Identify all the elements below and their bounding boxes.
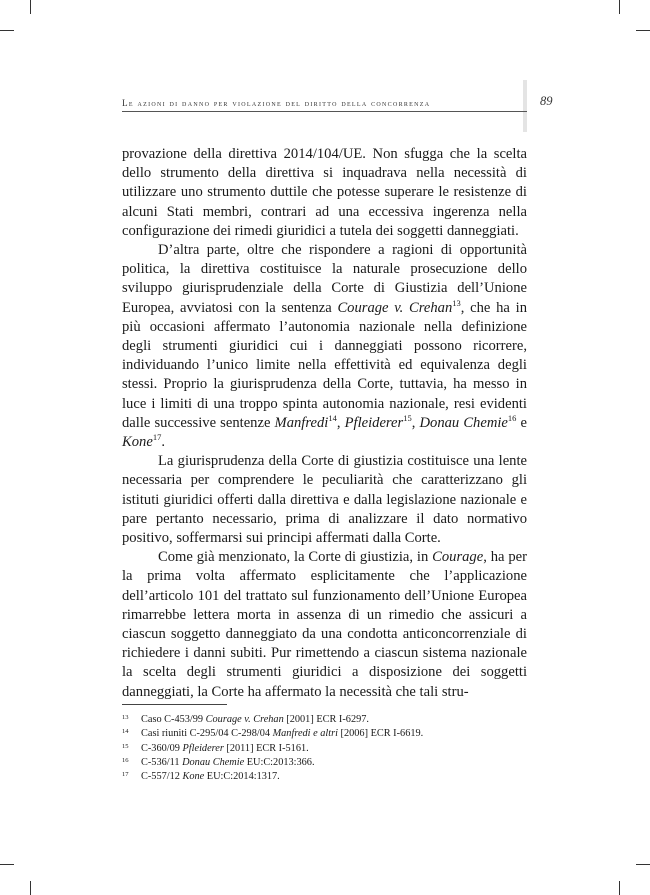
footnote (122, 727, 527, 741)
footnote (122, 713, 527, 727)
italic-text: Courage (432, 549, 484, 566)
footnote-text (141, 742, 309, 756)
italic-text: Pfleiderer (182, 742, 224, 754)
footnote-number: 14 (122, 728, 129, 736)
crop-mark (30, 0, 31, 14)
text-run: [2011] ECR I-5161. (223, 742, 309, 754)
header-rule (122, 111, 527, 112)
text-run: , ha per la prima volta affermato esplicitamente che l’applicazione dell’articolo 101 del trattato sul funzionamento dell’Unione Europea rimarrebbe lettera morta in assenza di un rimedio che assicuri a ciascun soggetto danneggiato da una condotta anticoncorrenziale di richiedere i danni subiti. Pur rimettendo a ciascun sistema nazionale la scelta degli strumenti giuridici a disposizione dei soggetti danneggiati, la Corte ha affermato la necessità che tali stru- (122, 549, 527, 700)
text-run: D’altra parte, oltre che rispondere a ragioni di opportunità politica, la direttiva costituisce la naturale prosecuzione dello sviluppo giurisprudenziale della Corte di Giustizia dell’Unione Europea, avviatosi con la sentenza (122, 242, 527, 316)
footnote-number: 16 (122, 756, 129, 764)
italic-text: Kone (182, 771, 205, 783)
header-margin-bar (523, 80, 527, 132)
text-run: , (411, 414, 420, 431)
italic-text: Courage v. Crehan (205, 714, 284, 725)
crop-mark (30, 881, 31, 895)
footnote-text (141, 713, 369, 727)
text-run: , (336, 414, 345, 431)
footnote-text (141, 756, 315, 770)
footnote (122, 770, 527, 784)
italic-text: Pfleiderer (344, 414, 404, 431)
crop-mark (636, 864, 650, 865)
body-text (122, 145, 527, 702)
crop-mark (619, 0, 620, 14)
paragraph (122, 241, 527, 452)
footnote (122, 756, 527, 770)
running-header: Le azioni di danno per violazione del diritto della concorrenza (122, 98, 431, 108)
footnote-ref: 13 (452, 297, 461, 308)
text-run: . (161, 434, 165, 451)
paragraph (122, 548, 527, 702)
text-run: Come già menzionato, la Corte di giustizia, in (158, 549, 433, 566)
footnote (122, 742, 527, 756)
crop-mark (0, 864, 14, 865)
text-run: [2001] ECR I-6297. (283, 714, 369, 725)
text-run: Casi riuniti C-295/04 C-298/04 (141, 728, 273, 740)
italic-text: Kone (122, 434, 153, 451)
footnote-number: 15 (122, 742, 129, 750)
text-run: Caso C-453/99 (141, 714, 206, 725)
footnote-number: 13 (122, 714, 129, 721)
text-run: C-360/09 (141, 742, 183, 754)
text-run: C-536/11 (141, 756, 183, 768)
paragraph (122, 145, 527, 241)
italic-text: Donau Chemie (182, 756, 245, 768)
text-run: e (516, 414, 527, 431)
paragraph (122, 452, 527, 548)
italic-text: Manfredi e altri (272, 728, 338, 740)
page-number: 89 (540, 94, 553, 108)
footnote-text (141, 770, 280, 784)
crop-mark (636, 30, 650, 31)
crop-mark (0, 30, 14, 31)
text-run: EU:C:2013:366. (244, 756, 315, 768)
footnote-ref: 14 (328, 412, 337, 423)
footnote-ref: 15 (403, 412, 412, 423)
italic-text: Manfredi (274, 414, 329, 431)
text-run: EU:C:2014:1317. (204, 771, 280, 783)
footnote-ref: 16 (507, 412, 517, 423)
text-run: [2006] ECR I-6619. (337, 728, 424, 740)
footnotes (122, 713, 527, 784)
italic-text: Donau Chemie (419, 414, 508, 431)
text-run: La giurisprudenza della Corte di giustizia costituisce una lente necessaria per comprendere le peculiarità che caratterizzano gli istituti giuridici offerti dalla direttiva e dalla legislazione nazionale e pare pertanto necessario, prima di analizzare il dato normativo positivo, soffermarsi sui principi affermati dalla Corte. (122, 453, 527, 547)
footnote-rule (122, 704, 227, 705)
footnote-number: 17 (122, 771, 129, 779)
crop-mark (619, 881, 620, 895)
footnote-text (141, 727, 423, 741)
footnote-ref: 17 (152, 432, 162, 443)
text-run: provazione della direttiva 2014/104/UE. Non sfugga che la scelta dello strumento della direttiva si inquadrava nella necessità di utilizzare uno strumento duttile che potesse superare le resistenze di alcuni Stati membri, contrari ad una eccessiva ingerenza nella configurazione dei rimedi giuridici a tutela dei soggetti danneggiati. (122, 146, 527, 239)
text-run: C-557/12 (141, 771, 183, 783)
italic-text: Courage v. Crehan (337, 299, 453, 316)
text-run: , che ha in più occasioni affermato l’autonomia nazionale nella definizione degli strumenti giuridici cui i danneggiati possono ricorrere, individuando l’unico limite nella effettività ed equivalenza degli stessi. Proprio la giurisprudenza della Corte, tuttavia, ha messo in luce i limiti di una troppo spinta autonomia nazionale, resi evidenti dalle successive sentenze (122, 299, 527, 431)
